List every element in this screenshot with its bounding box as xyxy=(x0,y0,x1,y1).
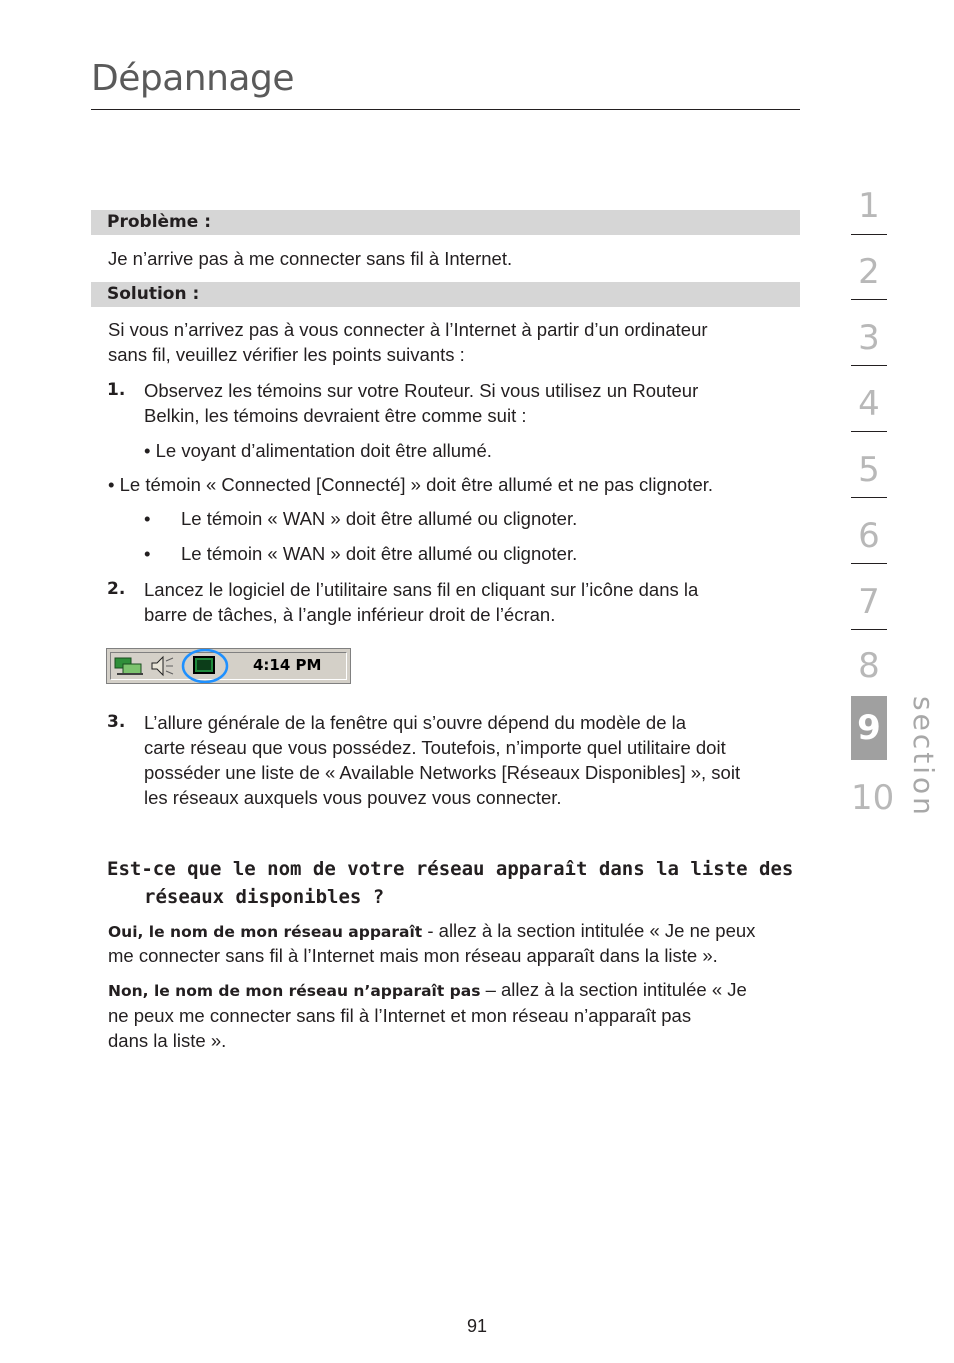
step-3-line4: les réseaux auxquels vous pouvez vous connecter. xyxy=(144,787,562,808)
network-icon xyxy=(113,654,147,678)
question-heading-line2: réseaux disponibles ? xyxy=(144,886,385,908)
problem-text: Je n’arrive pas à me connecter sans fil à Internet. xyxy=(108,248,513,269)
problem-label: Problème : xyxy=(107,212,212,232)
answer-yes-line1 xyxy=(108,918,808,945)
question-heading-line1: Est-ce que le nom de votre réseau apparaît dans la liste des xyxy=(107,858,794,880)
section-nav-divider xyxy=(851,497,887,498)
question-heading xyxy=(107,855,807,911)
step-3-line3: posséder une liste de « Available Networks [Réseaux Disponibles] », soit xyxy=(144,762,741,783)
bullet-symbol: • xyxy=(144,508,151,529)
step-2-line2: barre de tâches, à l’angle inférieur droit de l’écran. xyxy=(144,604,556,625)
solution-intro-line1: Si vous n’arrivez pas à vous connecter à l’Internet à partir d’un ordinateur xyxy=(108,319,708,340)
solution-intro-line2: sans fil, veuillez vérifier les points suivants : xyxy=(108,344,465,365)
answer-no-line3: dans la liste ». xyxy=(108,1030,227,1051)
section-nav-item-3[interactable]: 3 xyxy=(858,318,880,358)
section-nav-divider xyxy=(851,299,887,300)
step-3-line1: L’allure générale de la fenêtre qui s’ouvre dépend du modèle de la xyxy=(144,712,687,733)
answer-no-line1 xyxy=(108,977,808,1004)
answer-yes-line2: me connecter sans fil à l’Internet mais mon réseau apparaît dans la liste ». xyxy=(108,945,718,966)
answer-yes-lead: Oui, le nom de mon réseau apparaît xyxy=(108,923,423,941)
answer-yes-rest: - allez à la section intitulée « Je ne peux xyxy=(422,920,756,941)
solution-header-bar xyxy=(91,282,800,307)
section-nav-item-8[interactable]: 8 xyxy=(858,646,880,686)
section-nav-item-7[interactable]: 7 xyxy=(858,582,880,622)
title-divider xyxy=(91,109,800,110)
page-title: Dépannage xyxy=(91,58,294,99)
answer-no-line2: ne peux me connecter sans fil à l’Internet et mon réseau n’apparaît pas xyxy=(108,1005,692,1026)
solution-label: Solution : xyxy=(107,284,200,304)
section-label: section xyxy=(907,696,940,818)
bullet-wan-led-2: Le témoin « WAN » doit être allumé ou clignoter. xyxy=(181,543,578,564)
taskbar-screenshot xyxy=(106,648,351,684)
section-nav-item-1[interactable]: 1 xyxy=(858,186,880,226)
section-nav-item-10[interactable]: 10 xyxy=(851,778,895,818)
section-nav-active-number: 9 xyxy=(857,708,881,748)
section-nav-divider xyxy=(851,234,887,235)
bullet-symbol: • xyxy=(144,543,151,564)
answer-no-lead: Non, le nom de mon réseau n’apparaît pas xyxy=(108,982,481,1000)
section-nav-item-4[interactable]: 4 xyxy=(858,384,880,424)
section-nav-divider xyxy=(851,629,887,630)
step-1-line1: Observez les témoins sur votre Routeur. Si vous utilisez un Routeur xyxy=(144,380,699,401)
section-nav-item-2[interactable]: 2 xyxy=(858,252,880,292)
section-nav-item-active[interactable] xyxy=(851,696,887,760)
bullet-wan-led-1: Le témoin « WAN » doit être allumé ou clignoter. xyxy=(181,508,578,529)
bullet-connected-led: • Le témoin « Connected [Connecté] » doit être allumé et ne pas clignoter. xyxy=(108,474,714,495)
answer-no-rest: – allez à la section intitulée « Je xyxy=(480,979,747,1000)
step-3-line2: carte réseau que vous possédez. Toutefois, n’importe quel utilitaire doit xyxy=(144,737,726,758)
page-number: 91 xyxy=(466,1316,488,1336)
speaker-icon xyxy=(149,654,175,678)
step-2-number: 2. xyxy=(107,579,126,599)
section-nav-divider xyxy=(851,365,887,366)
section-nav-divider xyxy=(851,431,887,432)
bullet-power-led: • Le voyant d’alimentation doit être allumé. xyxy=(144,440,492,461)
section-nav-divider xyxy=(851,563,887,564)
step-2-line1: Lancez le logiciel de l’utilitaire sans fil en cliquant sur l’icône dans la xyxy=(144,579,699,600)
section-nav-item-5[interactable]: 5 xyxy=(858,450,880,490)
problem-header-bar xyxy=(91,210,800,235)
section-nav-item-6[interactable]: 6 xyxy=(858,516,880,556)
step-1-number: 1. xyxy=(107,380,126,400)
wireless-utility-icon[interactable] xyxy=(179,649,231,683)
step-1-line2: Belkin, les témoins devraient être comme suit : xyxy=(144,405,527,426)
step-3-number: 3. xyxy=(107,712,126,732)
taskbar-clock: 4:14 PM xyxy=(253,656,322,674)
